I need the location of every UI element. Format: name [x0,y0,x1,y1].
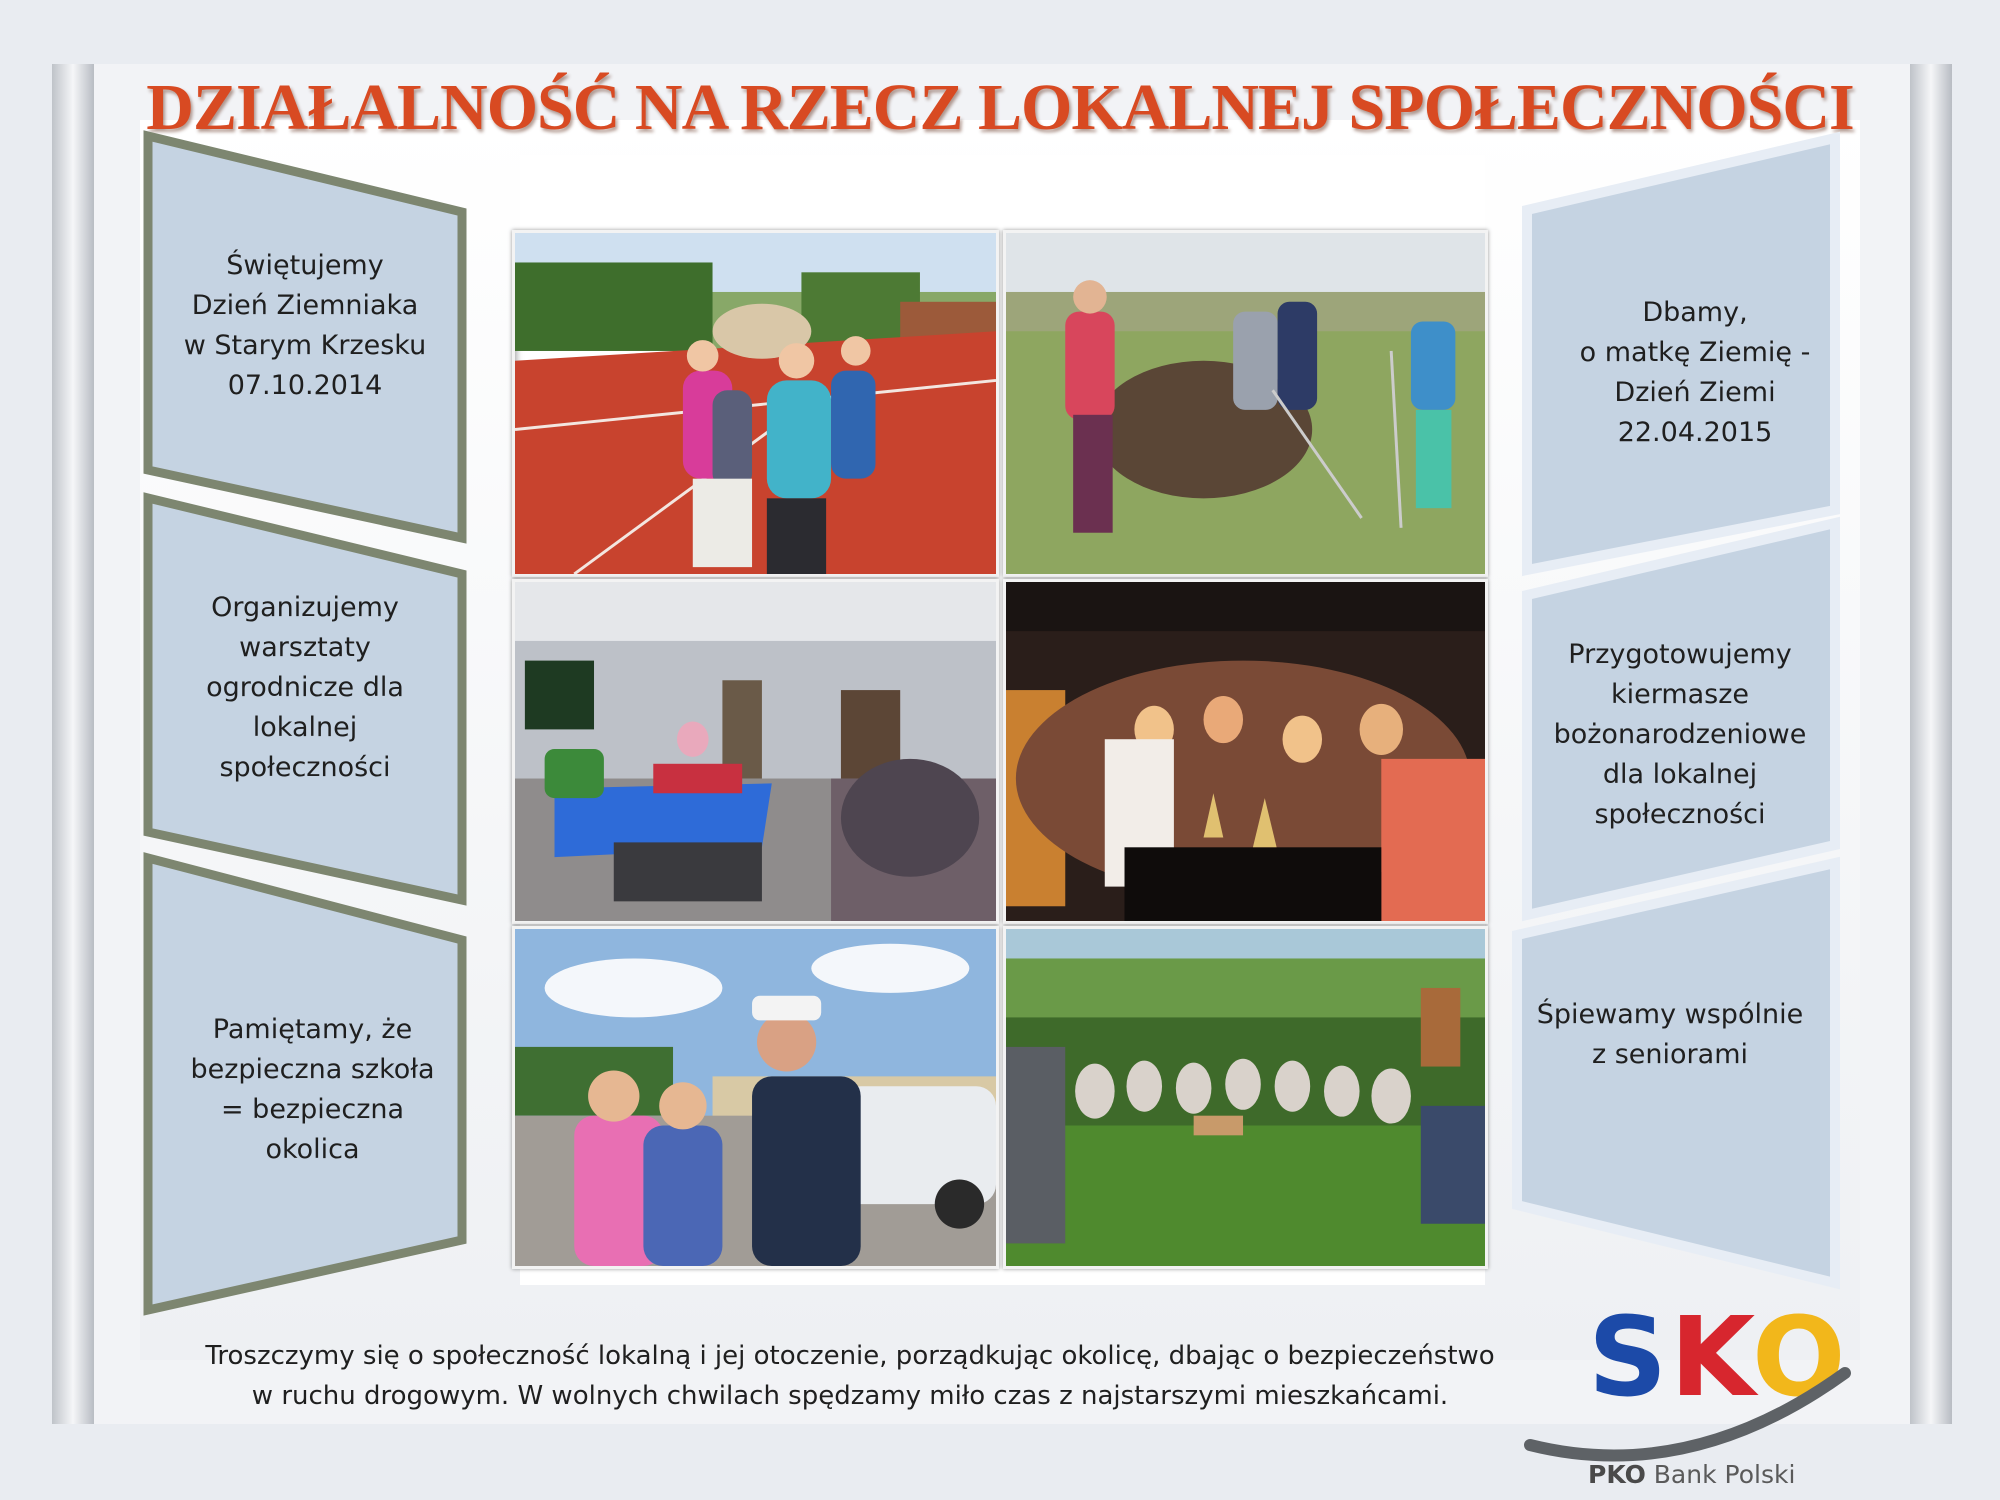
svg-text:S: S [1588,1293,1668,1421]
bank-brand: PKO [1588,1460,1646,1489]
left-panel-text-1: Świętujemy Dzień Ziemniaka w Starym Krzesku 07.10.2014 [183,250,427,401]
gardening-workshop-photo [512,579,999,924]
bank-rest: Bank Polski [1645,1460,1796,1489]
christmas-fair-photo [1003,579,1488,924]
footer-description: Troszczymy się o społeczność lokalną i jej otoczenie, porządkując okolicę, dbając o bezpieczeństwo w ruchu drogowym. W wolnych chwilach spędzamy miło czas z najstarszymi mieszkańcami. [205,1341,1495,1411]
right-panel-text-2: Przygotowujemy kiermasze bożonarodzeniowe dla lokalnej społeczności [1553,639,1807,830]
svg-text:K: K [1670,1293,1756,1421]
sko-logo [1520,1285,1865,1465]
potato-day-photo [512,230,999,577]
bank-name [1588,1460,1795,1489]
seniors-singing-photo [1003,926,1488,1269]
left-panel-text-3: Pamiętamy, że bezpieczna szkoła = bezpieczna okolica [190,1014,435,1165]
left-panel-text-2: Organizujemy warsztaty ogrodnicze dla lokalnej społeczności [206,592,404,783]
police-visit-photo [512,926,999,1269]
right-panel-text-3: Śpiewamy wspólnie z seniorami [1536,999,1804,1070]
svg-text:O: O [1752,1293,1846,1421]
page-title: DZIAŁALNOŚĆ NA RZECZ LOKALNEJ SPOŁECZNOŚCI [146,71,1854,144]
right-panel-text-1: Dbamy, o matkę Ziemię - Dzień Ziemi 22.04.2015 [1579,297,1811,448]
right-shutter-3 [1505,855,1850,1295]
earth-day-cleanup-photo [1003,230,1488,577]
